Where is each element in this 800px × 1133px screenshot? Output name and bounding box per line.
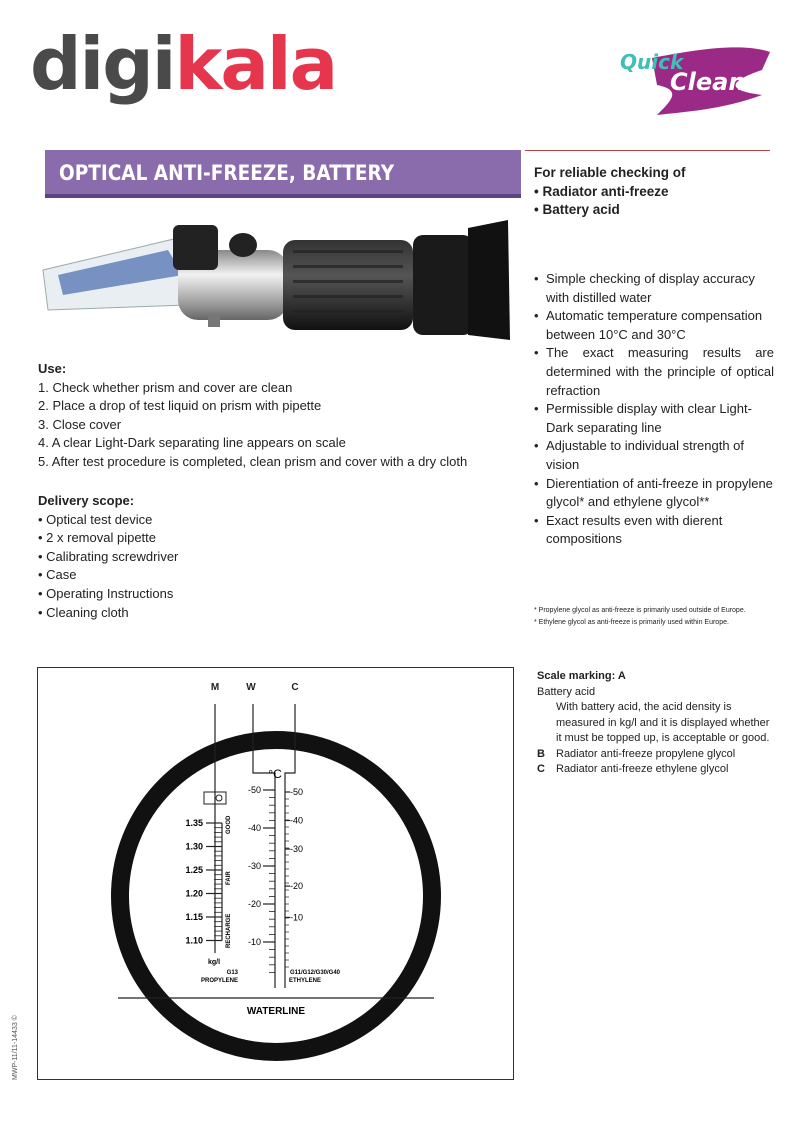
logo-part1: digi [30, 22, 175, 106]
density-tick-label: 1.25 [185, 865, 203, 875]
c-tick-label: -20 [290, 881, 304, 892]
density-tick-label: 1.15 [185, 912, 203, 922]
digikala-logo [30, 22, 337, 106]
delivery-item: • Operating Instructions [38, 585, 174, 601]
feature-item: • The exact measuring results are determined with the principle of optical refraction [534, 344, 774, 400]
w-tick-label: -50 [247, 785, 261, 795]
delivery-item: • Case [38, 567, 77, 583]
w-tick-label: -30 [247, 861, 261, 871]
unit-celsius: °C [268, 767, 282, 781]
title-banner [45, 150, 521, 198]
footnote: * Propylene glycol as anti-freeze is primarily used outside of Europe. [534, 607, 746, 614]
density-tick-label: 1.20 [185, 888, 203, 899]
c-tick-label: -50 [290, 787, 304, 797]
w-tick-label: -20 [247, 899, 261, 909]
waterline-label: WATERLINE [246, 1006, 306, 1017]
feature-item: • Simple checking of display accuracy with distilled water [534, 270, 774, 307]
scale-c: C Radiator anti-freeze ethylene glycol [537, 763, 729, 775]
zone-good: GOOD [226, 815, 232, 834]
use-step: 5. After test procedure is completed, clean prism and cover with a dry cloth [38, 453, 468, 469]
density-tick-label: 1.30 [185, 841, 203, 852]
checking-heading: For reliable checking of [534, 165, 686, 180]
quick-text: Quick [620, 50, 684, 74]
col-c-label: C [291, 682, 299, 693]
feature-item: • Permissible display with clear Light- Dark separating line [534, 400, 774, 437]
feature-item: • Dierentiation of anti-freeze in propylene glycol* and ethylene glycol** [534, 475, 774, 512]
refractometer-image [38, 210, 518, 345]
delivery-section [38, 492, 178, 622]
ethylene-label: ETHYLENE [288, 978, 322, 984]
c-tick-label: -10 [290, 912, 304, 923]
delivery-item: • Cleaning cloth [38, 604, 129, 620]
use-step: 3. Close cover [38, 416, 122, 432]
use-step: 4. A clear Light-Dark separating line appears on scale [38, 435, 346, 451]
scale-heading: Scale marking: A [537, 670, 626, 682]
use-step: 2. Place a drop of test liquid on prism with pipette [38, 398, 322, 414]
col-m-label: M [210, 682, 220, 693]
delivery-item: • Calibrating screwdriver [38, 548, 179, 564]
scale-diagram [37, 667, 514, 1080]
use-step: 1. Check whether prism and cover are clean [38, 379, 293, 395]
scale-diagram-svg [38, 668, 513, 1079]
side-code: MWP-11/11-14433 © [12, 1015, 19, 1080]
checking-block [534, 164, 686, 220]
delivery-heading: Delivery scope: [38, 493, 135, 508]
scale-b: B Radiator anti-freeze propylene glycol [537, 747, 736, 760]
features-list [534, 270, 774, 549]
density-tick-label: 1.35 [185, 818, 203, 828]
footnote: * Ethylene glycol as anti-freeze is primarily used within Europe. [534, 619, 729, 626]
divider-line [525, 150, 770, 151]
feature-item: • Exact results even with dierent compositions [534, 512, 774, 549]
w-tick-label: -10 [247, 937, 261, 947]
g13-label: G13 [226, 970, 238, 976]
logo-part2: kala [174, 22, 337, 106]
c-tick-label: -40 [290, 815, 304, 826]
g11-label: G11/G12/G30/G40 [289, 970, 341, 976]
delivery-item: • 2 x removal pipette [38, 530, 157, 546]
delivery-item: • Optical test device [38, 511, 153, 527]
density-tick-label: 1.10 [185, 935, 203, 946]
c-tick-label: -30 [290, 844, 304, 854]
use-section [38, 360, 467, 472]
clean-text: Clean [670, 68, 746, 96]
col-w-label: W [246, 682, 256, 693]
w-tick-label: -40 [247, 823, 261, 833]
propylene-label: PROPYLENE [200, 978, 238, 984]
use-heading: Use: [38, 361, 67, 376]
checking-item: • Battery acid [534, 202, 620, 217]
checking-item: • Radiator anti-freeze [534, 183, 669, 199]
scale-a-label: Battery acid [537, 685, 596, 698]
scale-a-desc: With battery acid, the acid density is measured in kg/l and it is displayed whether it must be topped up, is acceptable or good. [556, 701, 770, 744]
feature-item: • Automatic temperature compensation between 10°C and 30°C [534, 307, 774, 344]
scale-marking [537, 669, 772, 778]
quick-clean-logo [612, 40, 772, 120]
zone-recharge: RECHARGE [226, 913, 232, 948]
banner-title: OPTICAL ANTI-FREEZE, BATTERY [59, 161, 395, 185]
zone-fair: FAIR [226, 871, 232, 885]
feature-item: • Adjustable to individual strength of vision [534, 437, 774, 474]
footnotes [534, 606, 774, 627]
unit-kg: kg/l [207, 959, 221, 966]
